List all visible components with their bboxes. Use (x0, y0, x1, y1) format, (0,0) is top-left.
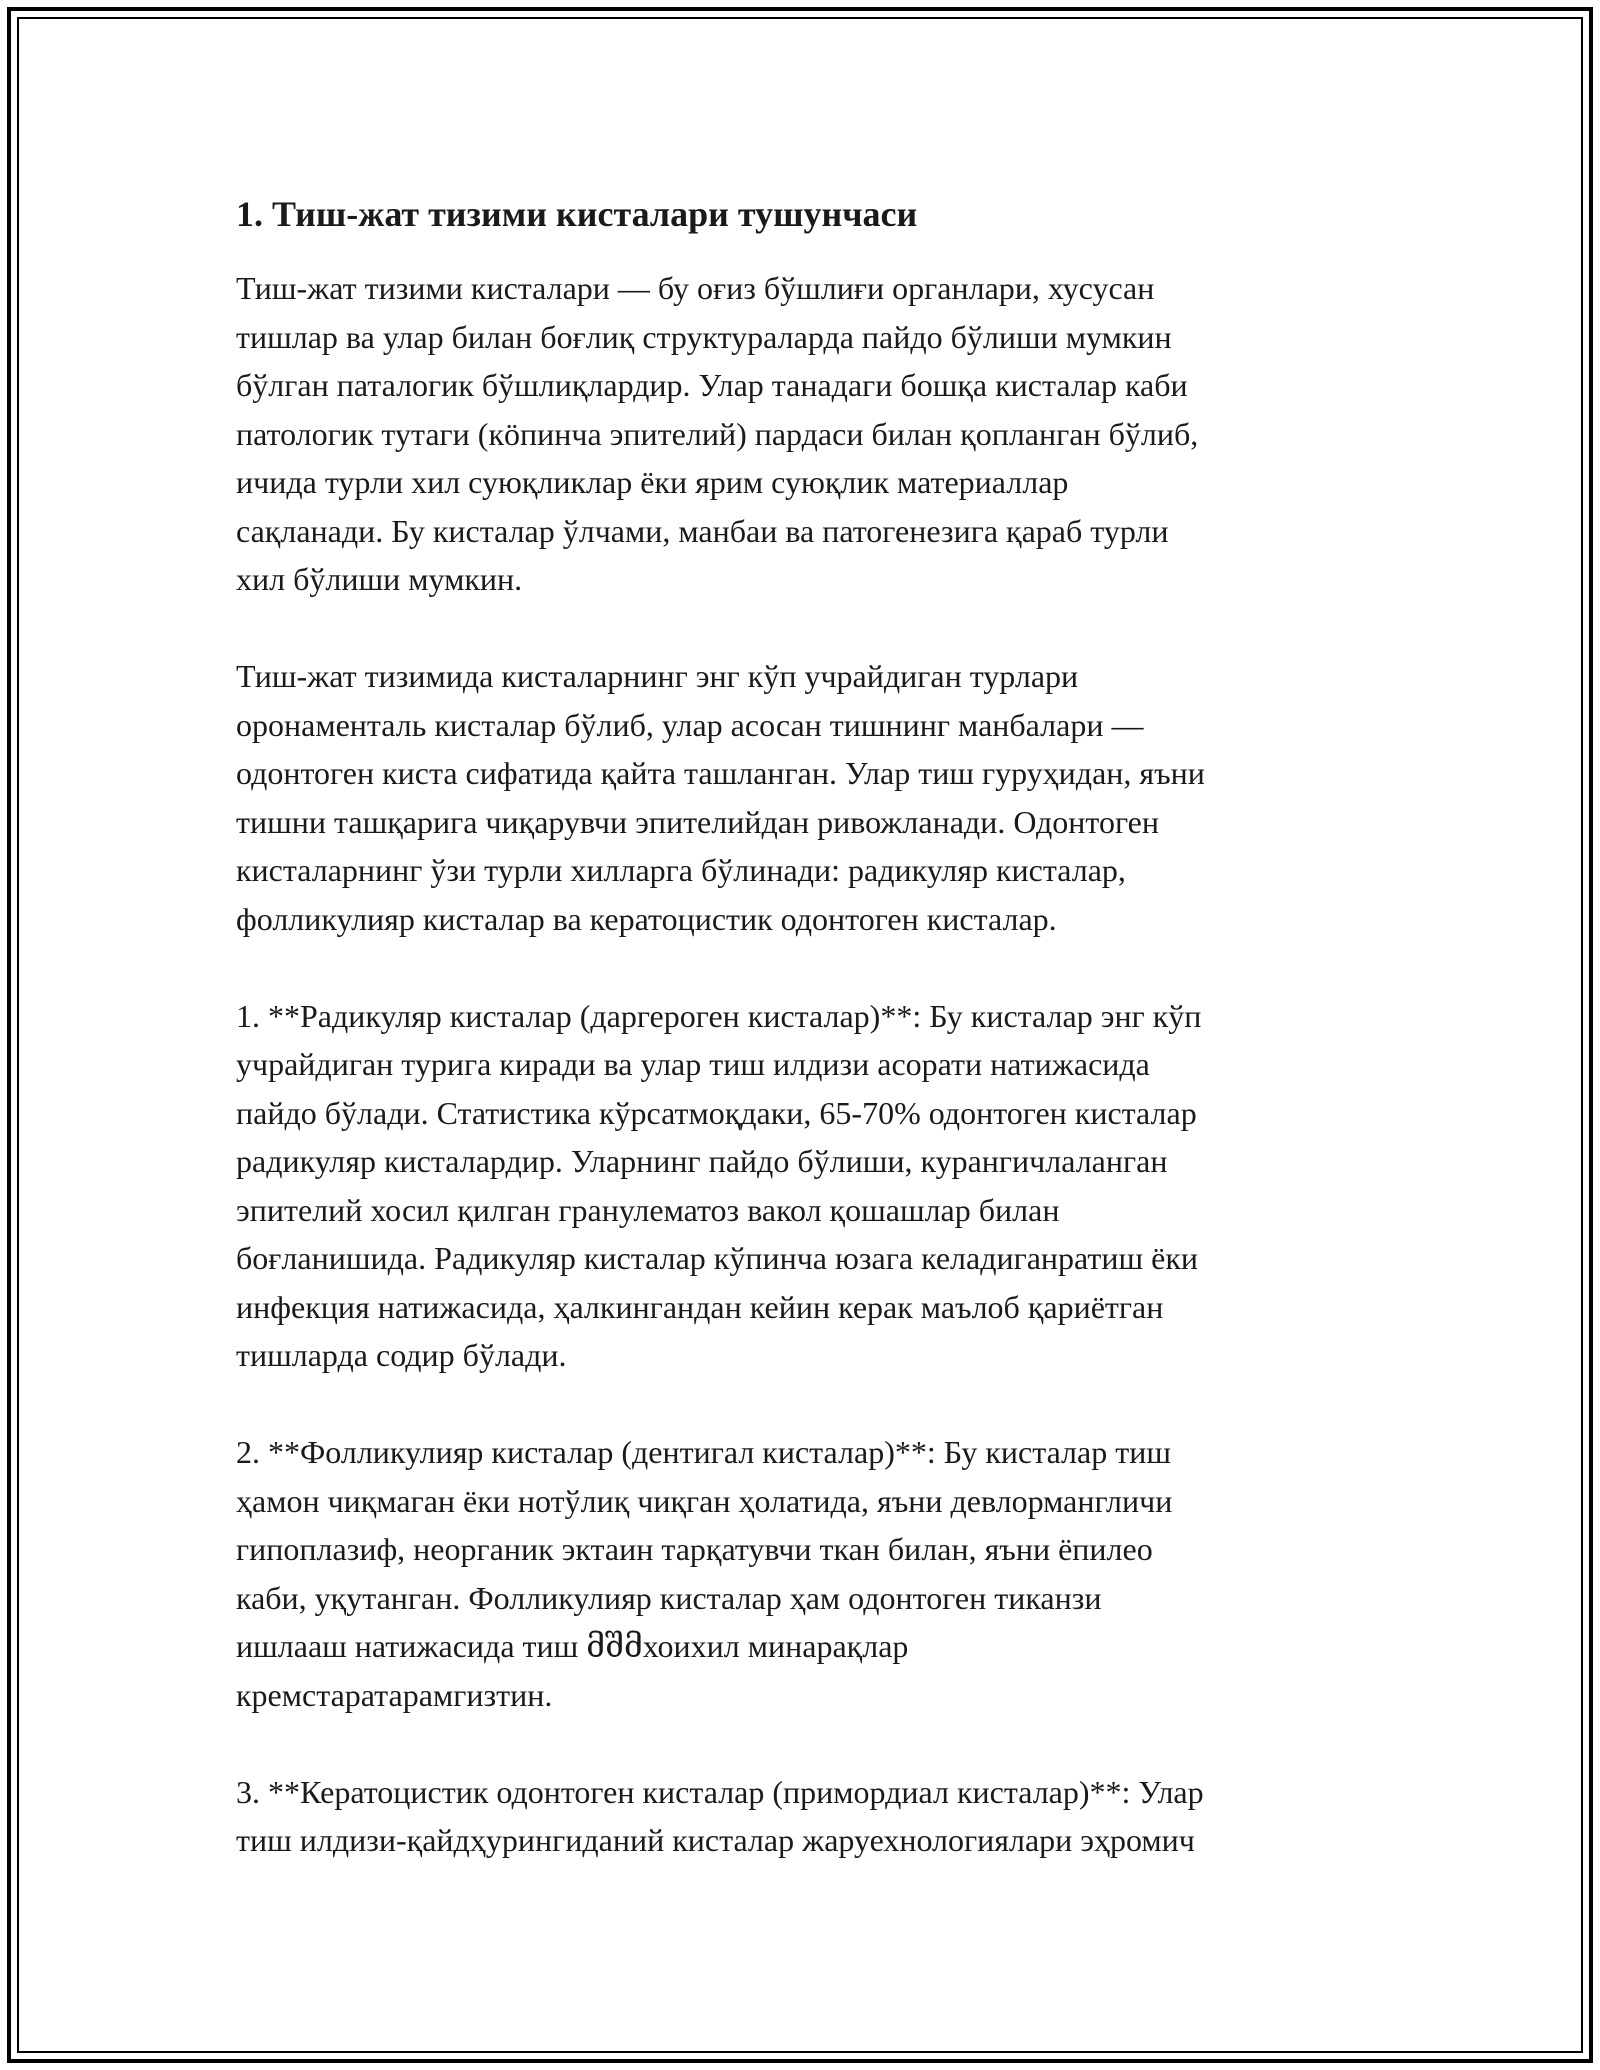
text-line: ҳамон чиқмаган ёки нотўлиқ чиқган ҳолатида, яъни девлормангличи (236, 1482, 1173, 1519)
text-line: тишларда содир бўлади. (236, 1337, 567, 1373)
text-line: кисталарнинг ўзи турли хилларга бўлинади: радикуляр кисталар, (236, 852, 1126, 888)
text-line: 2. **Фолликулияр кисталар (дентигал кисталар)**: Бу кисталар тиш (236, 1434, 1171, 1470)
text-line: эпителий хосил қилган гранулематоз вакол қошашлар билан (236, 1191, 1060, 1228)
text-line: кремстаратарамгизтин. (236, 1676, 553, 1713)
text-line: инфекция натижасида, ҳалкингандан кейин керак маълоб қариётган (236, 1288, 1164, 1325)
text-line: бўлган паталогик бўшлиқлардир. Улар танадаги бошқа кисталар каби (236, 367, 1188, 403)
text-line: фолликулияр кисталар ва кератоцистик одонтоген кисталар. (236, 900, 1057, 937)
paragraph-definition (236, 264, 1366, 604)
text-line: каби, уқутанган. Фолликулияр кисталар ҳам одонтоген тиканзи (236, 1579, 1102, 1616)
text-line: ишлааш натижасида тиш მშმхоихил минарақлар (236, 1628, 909, 1664)
paragraph-types (236, 652, 1366, 943)
list-item-follicular (236, 1428, 1366, 1719)
section-heading: 1. Тиш-жат тизими кисталари тушунчаси (236, 194, 918, 234)
text-line: Тиш-жат тизими кисталари — бу оғиз бўшлиғи органлари, хусусан (236, 270, 1155, 306)
text-line: тиш илдизи-қайдҳурингиданий кисталар жаруехнологиялари эҳромич (236, 1822, 1195, 1858)
paragraph-gap (236, 1380, 1366, 1429)
text-line: гипоплазиф, неорганик эктаин тарқатувчи ткан билан, яъни ёпилео (236, 1531, 1153, 1567)
text-line: учрайдиган турига киради ва улар тиш илдизи асорати натижасида (236, 1046, 1150, 1082)
text-line: патологик тутаги (кöпинча эпителий) пардаси билан қопланган бўлиб, (236, 415, 1199, 452)
text-line: пайдо бўлади. Статистика кўрсатмоқдаки, 65-70% одонтоген кисталар (236, 1094, 1197, 1131)
text-line: боғланишида. Радикуляр кисталар кўпинча юзага келадиганратиш ёки (236, 1240, 1199, 1276)
paragraph-gap (236, 943, 1366, 992)
text-line: ичида турли хил суюқликлар ёки ярим суюқлик материаллар (236, 464, 1069, 500)
paragraph-gap (236, 604, 1366, 653)
text-line: тишни ташқарига чиқарувчи эпителийдан ривожланади. Одонтоген (236, 803, 1159, 840)
text-line: радикуляр кисталардир. Уларнинг пайдо бўлиши, курангичлаланган (236, 1143, 1168, 1179)
document-body (236, 186, 1366, 1865)
text-line: одонтоген киста сифатида қайта ташланган. Улар тиш гуруҳидан, яъни (236, 755, 1205, 791)
text-line: 1. **Радикуляр кисталар (даргероген кисталар)**: Бу кисталар энг кўп (236, 997, 1202, 1034)
text-line: 3. **Кератоцистик одонтоген кисталар (примордиал кисталар)**: Улар (236, 1773, 1204, 1810)
text-line: хил бўлиши мумкин. (236, 561, 523, 597)
text-line: сақланади. Бу кисталар ўлчами, манбаи ва патогенезига қараб турли (236, 512, 1169, 549)
text-line: оронаменталь кисталар бўлиб, улар асосан тишнинг манбалари — (236, 706, 1144, 743)
list-item-keratocystic (236, 1768, 1366, 1865)
text-line: тишлар ва улар билан боғлиқ структураларда пайдо бўлиши мумкин (236, 318, 1172, 355)
paragraph-gap (236, 1719, 1366, 1768)
text-line: Тиш-жат тизимида кисталарнинг энг кўп учрайдиган турлари (236, 658, 1079, 694)
list-item-radicular (236, 992, 1366, 1380)
